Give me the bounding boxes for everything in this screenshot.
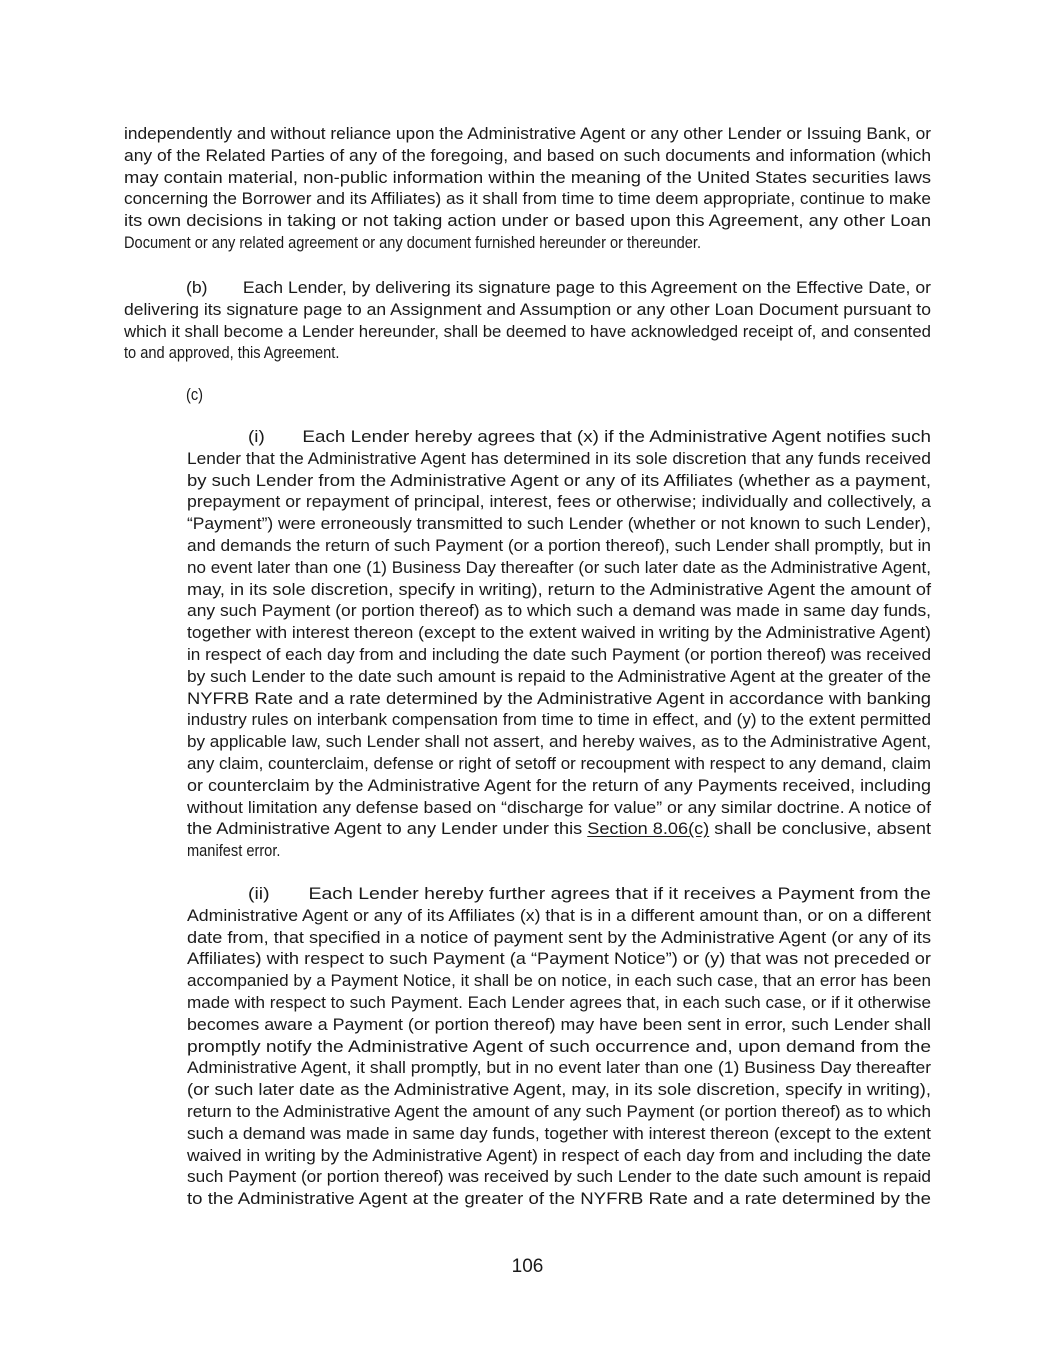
text-run: may contain material, non-public information within the meaning of the United States securities laws (124, 167, 932, 187)
text-line (124, 233, 701, 253)
text-line (187, 1102, 931, 1122)
text-line (187, 776, 931, 796)
text-run: becomes aware a Payment (or portion thereof) may have been sent in error, such Lender shall (187, 1014, 932, 1034)
text-line (124, 189, 931, 209)
text-run: Administrative Agent or any of its Affiliates (x) that is in a different amount than, or on a different (187, 905, 932, 925)
text-run: to and approved, this Agreement. (124, 343, 340, 363)
text-line (187, 1080, 931, 1100)
text-line (187, 492, 931, 512)
text-run: date from, that specified in a notice of payment sent by the Administrative Agent (or any of its (187, 927, 932, 947)
text-line (187, 906, 931, 926)
text-line (187, 1167, 931, 1187)
text-run: such a demand was made in same day funds, together with interest thereon (except to the extent (187, 1123, 931, 1143)
text-line (187, 449, 931, 469)
text-line (124, 322, 931, 342)
text-run: any of the Related Parties of any of the foregoing, and based on such documents and information (which (124, 145, 932, 165)
text-line (124, 211, 931, 231)
text-line (124, 343, 339, 363)
text-run: (or such later date as the Administrative Agent, may, in its sole discretion, specify in writing), (187, 1080, 931, 1100)
text-line (187, 514, 931, 534)
text-run: independently and without reliance upon the Administrative Agent or any other Lender or Issuing Bank, or (124, 124, 931, 143)
text-run: and demands the return of such Payment (or a portion thereof), such Lender shall promptly, but in (187, 536, 931, 555)
text-run: waived in writing by the Administrative Agent) in respect of each day from and including the date (187, 1145, 932, 1165)
text-run: any claim, counterclaim, defense or right of setoff or recoupment with respect to any demand, claim (187, 754, 932, 773)
text-line (187, 580, 931, 600)
text-line (187, 949, 931, 969)
text-line (124, 300, 931, 320)
text-run: Document or any related agreement or any document furnished hereunder or thereunder. (124, 233, 702, 252)
text-line (186, 385, 203, 405)
text-line (187, 689, 931, 709)
text-line (187, 1058, 931, 1078)
text-run: made with respect to such Payment. Each Lender agrees that, in each such case, or if it otherwise (187, 993, 931, 1012)
text-run: may, in its sole discretion, specify in writing), return to the Administrative Agent the amount of (187, 579, 931, 599)
text-line (187, 536, 931, 556)
text-line (187, 471, 931, 491)
text-run: prepayment or repayment of principal, interest, fees or otherwise; individually and collectively, a (187, 492, 932, 512)
section-reference: Section 8.06(c) (587, 819, 710, 839)
text-line (187, 1189, 931, 1209)
text-line (187, 645, 931, 665)
text-run: Administrative Agent, it shall promptly, but in no event later than one (1) Business Day thereafter (187, 1058, 932, 1078)
text-run: the Administrative Agent to any Lender under this (187, 819, 588, 839)
text-line (187, 993, 931, 1013)
text-run: industry rules on interbank compensation from time to time in effect, and (y) to the extent permitted (187, 710, 932, 730)
text-run: without limitation any defense based on “discharge for value” or any similar doctrine. A notice of (187, 797, 932, 817)
text-run: its own decisions in taking or not taking action under or based upon this Agreement, any other Loan (124, 211, 932, 231)
text-line (187, 928, 931, 948)
text-line (187, 798, 931, 818)
text-line (187, 1146, 931, 1166)
text-line (187, 1037, 931, 1057)
text-run: in respect of each day from and including the date such Payment (or portion thereof) was received (187, 645, 931, 664)
text-line (187, 754, 931, 774)
text-run: promptly notify the Administrative Agent of such occurrence and, upon demand from the (187, 1036, 932, 1056)
text-run: by such Lender from the Administrative Agent or any of its Affiliates (whether as a payment, (187, 470, 931, 490)
text-line (187, 558, 931, 578)
text-run: delivering its signature page to an Assignment and Assumption or any other Loan Document pursuant to (124, 299, 931, 319)
text-line (187, 971, 931, 991)
text-run: such Payment (or portion thereof) was received by such Lender to the date such amount is repaid (187, 1167, 932, 1187)
text-line (186, 278, 931, 298)
text-line (187, 601, 931, 621)
text-run: by applicable law, such Lender shall not assert, and hereby waives, as to the Administrative Agent, (187, 732, 932, 752)
text-run: return to the Administrative Agent the amount of any such Payment (or portion thereof) as to which (187, 1102, 931, 1121)
text-run: accompanied by a Payment Notice, it shall be on notice, in each such case, that an error has been (187, 971, 932, 991)
text-line (124, 146, 931, 166)
text-run: (b) Each Lender, by delivering its signature page to this Agreement on the Effective Date, or (186, 278, 932, 297)
text-run: (ii) Each Lender hereby further agrees that if it receives a Payment from the (248, 884, 931, 903)
text-line (187, 1124, 931, 1144)
text-run: by such Lender to the date such amount is repaid to the Administrative Agent at the greater of the (187, 666, 931, 686)
text-line (187, 1015, 931, 1035)
text-run: manifest error. (187, 841, 281, 861)
text-line (187, 710, 931, 730)
text-run: (c) (186, 385, 204, 404)
text-run: any such Payment (or portion thereof) as to which such a demand was made in same day funds, (187, 601, 932, 621)
text-line (248, 884, 931, 904)
text-line (124, 168, 931, 188)
text-run: Affiliates) with respect to such Payment (a “Payment Notice”) or (y) that was not preceded or (187, 949, 931, 969)
text-run: NYFRB Rate and a rate determined by the Administrative Agent in accordance with banking (187, 688, 932, 708)
text-run: Lender that the Administrative Agent has determined in its sole discretion that any funds received (187, 448, 931, 468)
text-run: shall be conclusive, absent (709, 819, 932, 839)
text-run: no event later than one (1) Business Day thereafter (or such later date as the Administrative Agent, (187, 557, 931, 577)
text-run: (i) Each Lender hereby agrees that (x) if the Administrative Agent notifies such (248, 427, 932, 446)
text-line (248, 427, 931, 447)
text-line (187, 819, 931, 839)
text-line (187, 667, 931, 687)
text-line (124, 124, 931, 144)
text-run: or counterclaim by the Administrative Agent for the return of any Payments received, including (187, 775, 931, 795)
text-run: which it shall become a Lender hereunder, shall be deemed to have acknowledged receipt of, and consented (124, 321, 931, 341)
text-line (187, 732, 931, 752)
text-run: concerning the Borrower and its Affiliates) as it shall from time to time deem appropriate, continue to make (124, 189, 931, 209)
text-run: to the Administrative Agent at the greater of the NYFRB Rate and a rate determined by the (187, 1189, 932, 1209)
text-run: “Payment”) were erroneously transmitted to such Lender (whether or not known to such Lender), (187, 514, 931, 534)
text-line (187, 841, 280, 861)
page-number: 106 (511, 1256, 544, 1277)
text-run: together with interest thereon (except to the extent waived in writing by the Administrative Agent) (187, 623, 931, 643)
text-line (187, 623, 931, 643)
